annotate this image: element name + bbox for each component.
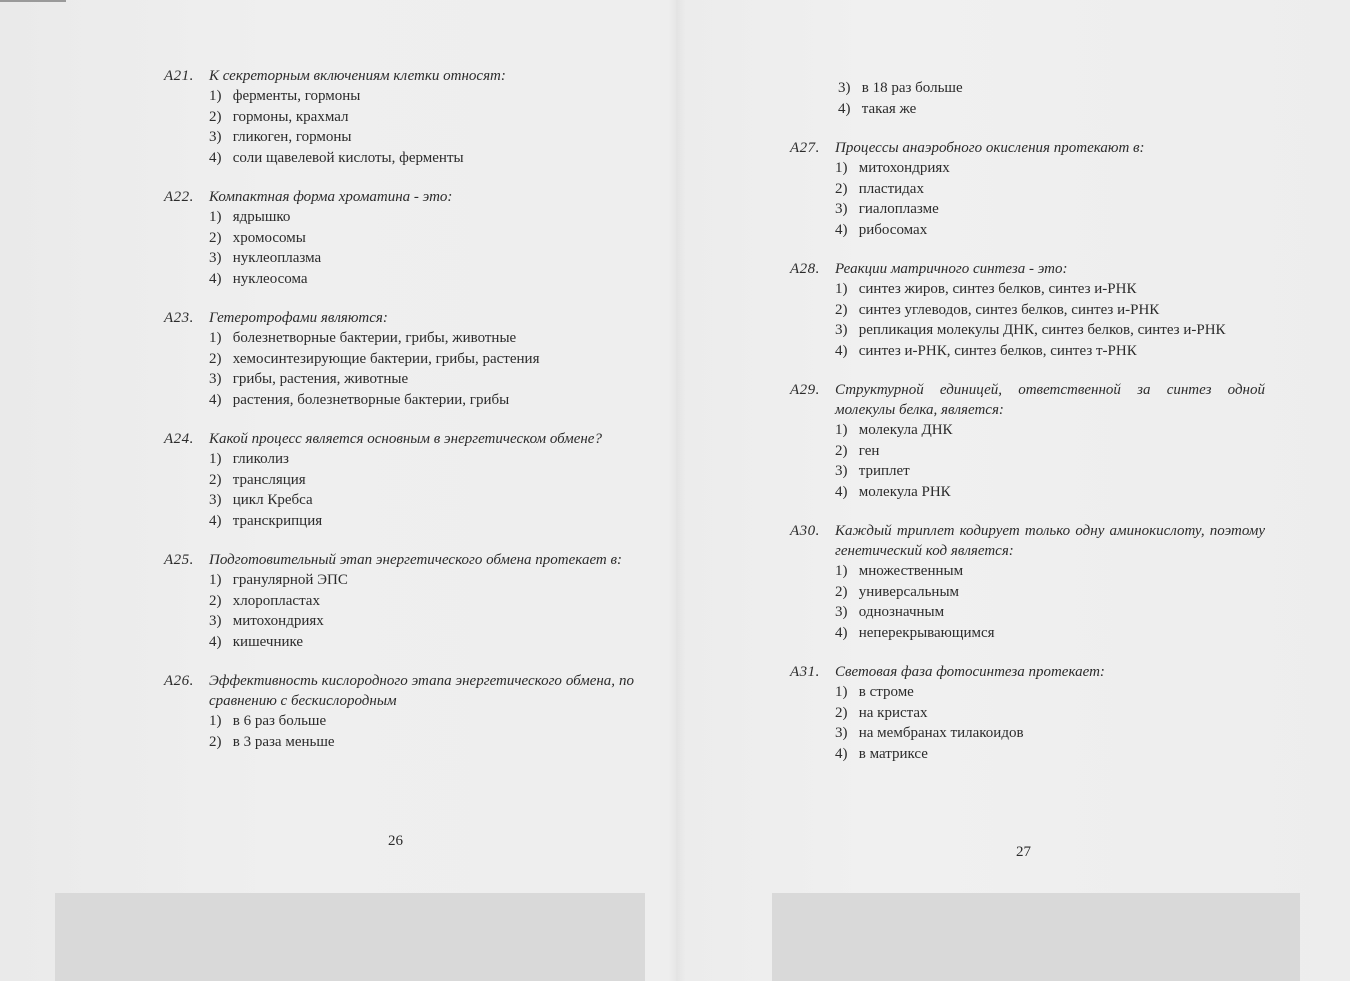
option-text: гранулярной ЭПС <box>232 572 348 588</box>
answer-option <box>209 470 634 491</box>
option-text: ген <box>858 442 880 459</box>
answer-option <box>835 723 1265 744</box>
answer-option <box>209 349 634 370</box>
question-number: A29. <box>790 382 820 398</box>
answer-option <box>209 228 634 249</box>
question-text: Подготовительный этап энергетического обмена протекает в: <box>209 552 622 568</box>
answer-option <box>835 602 1265 623</box>
answer-option <box>209 248 634 269</box>
option-text: неперекрывающимся <box>858 624 995 641</box>
question-text: Процессы анаэробного окисления протекают в: <box>835 140 1145 156</box>
option-number: 3) <box>835 201 848 217</box>
answer-options <box>790 682 1265 764</box>
answer-option <box>835 220 1265 241</box>
option-number: 4) <box>835 342 848 359</box>
option-text: на кристах <box>858 704 928 721</box>
answer-option <box>835 623 1265 644</box>
option-text: транскрипция <box>232 512 323 529</box>
question-header <box>164 308 634 328</box>
question-number: A31. <box>790 664 820 680</box>
option-text: гиалоплазме <box>858 201 939 217</box>
option-text: в 6 раз больше <box>232 713 327 729</box>
answer-option <box>209 591 634 612</box>
option-text: гормоны, крахмал <box>232 108 349 125</box>
option-text: гликоген, гормоны <box>232 129 352 145</box>
scan-shadow-left <box>55 893 645 981</box>
answer-option <box>838 78 1265 99</box>
answer-option <box>835 703 1265 724</box>
option-number: 4) <box>835 745 848 762</box>
answer-option <box>209 86 634 107</box>
scan-edge-mark <box>0 0 66 2</box>
answer-option <box>835 482 1265 503</box>
option-number: 1) <box>835 281 848 297</box>
answer-option <box>209 328 634 349</box>
option-text: нуклеоплазма <box>232 250 322 266</box>
answer-option <box>209 148 634 169</box>
question-a30 <box>790 521 1265 643</box>
answer-option <box>835 582 1265 603</box>
question-text: Каждый триплет кодирует только одну аминокислоту, поэтому генетический код является: <box>835 523 1265 559</box>
option-text: синтез углеводов, синтез белков, синтез и-РНК <box>858 301 1160 318</box>
option-number: 1) <box>209 713 222 729</box>
continued-answer-options <box>790 78 1265 119</box>
option-text: нуклеосома <box>232 270 308 287</box>
option-number: 2) <box>209 471 222 488</box>
question-header <box>790 259 1265 279</box>
answer-option <box>835 744 1265 765</box>
question-text: Структурной единицей, ответственной за синтез одной молекулы белка, является: <box>835 382 1265 418</box>
option-text: рибосомах <box>858 221 928 238</box>
answer-option <box>209 490 634 511</box>
question-header <box>790 521 1265 561</box>
question-number: A28. <box>790 261 820 277</box>
option-text: митохондриях <box>232 613 324 629</box>
answer-option <box>209 127 634 148</box>
answer-options <box>164 207 634 289</box>
question-a31 <box>790 662 1265 764</box>
option-number: 3) <box>209 250 222 266</box>
option-text: растения, болезнетворные бактерии, грибы <box>232 391 510 408</box>
question-number: A24. <box>164 431 194 447</box>
question-a23 <box>164 308 634 410</box>
question-number: A22. <box>164 189 194 205</box>
question-text: Компактная форма хроматина - это: <box>209 189 453 205</box>
question-a27 <box>790 138 1265 240</box>
answer-option <box>209 711 634 732</box>
option-number: 1) <box>835 684 848 700</box>
option-number: 4) <box>838 100 851 117</box>
question-a21 <box>164 66 634 168</box>
answer-option <box>209 570 634 591</box>
option-text: в 18 раз больше <box>861 80 963 96</box>
page-number-right: 27 <box>1016 844 1031 860</box>
question-a24 <box>164 429 634 531</box>
option-number: 4) <box>209 149 222 166</box>
option-text: хромосомы <box>232 229 306 246</box>
option-number: 1) <box>209 88 222 104</box>
answer-option <box>835 158 1265 179</box>
question-header <box>164 671 634 711</box>
answer-option <box>209 390 634 411</box>
option-text: гликолиз <box>232 451 289 467</box>
page-number-left: 26 <box>388 833 403 849</box>
scan-shadow-right <box>772 893 1300 981</box>
option-number: 4) <box>209 391 222 408</box>
option-number: 4) <box>209 633 222 650</box>
question-a22 <box>164 187 634 289</box>
answer-option <box>835 300 1265 321</box>
option-number: 3) <box>835 604 848 620</box>
option-text: репликация молекулы ДНК, синтез белков, синтез и-РНК <box>858 322 1226 338</box>
answer-options <box>164 328 634 410</box>
option-number: 2) <box>209 592 222 609</box>
option-number: 4) <box>209 512 222 529</box>
option-text: митохондриях <box>858 160 950 176</box>
question-number: A26. <box>164 673 194 689</box>
answer-option <box>835 682 1265 703</box>
question-number: A23. <box>164 310 194 326</box>
option-number: 2) <box>209 108 222 125</box>
answer-option <box>835 441 1265 462</box>
option-number: 1) <box>209 451 222 467</box>
option-text: на мембранах тилакоидов <box>858 725 1024 741</box>
question-number: A27. <box>790 140 820 156</box>
option-number: 3) <box>209 371 222 387</box>
option-number: 2) <box>835 583 848 600</box>
option-text: кишечнике <box>232 633 304 650</box>
answer-option <box>835 461 1265 482</box>
option-text: молекула ДНК <box>858 422 953 438</box>
option-number: 3) <box>835 463 848 479</box>
option-text: ядрышко <box>232 209 291 225</box>
right-question-column <box>790 78 1265 783</box>
option-text: молекула РНК <box>858 483 951 500</box>
question-text: К секреторным включениям клетки относят: <box>209 68 506 84</box>
option-text: болезнетворные бактерии, грибы, животные <box>232 330 517 346</box>
answer-option <box>835 179 1265 200</box>
answer-option <box>209 511 634 532</box>
option-number: 4) <box>835 483 848 500</box>
answer-option <box>835 199 1265 220</box>
option-text: такая же <box>861 100 917 117</box>
option-number: 1) <box>835 422 848 438</box>
option-text: синтез и-РНК, синтез белков, синтез т-РНК <box>858 342 1137 359</box>
answer-options <box>164 570 634 652</box>
question-header <box>790 138 1265 158</box>
option-number: 2) <box>835 442 848 459</box>
answer-option <box>835 420 1265 441</box>
question-text: Какой процесс является основным в энергетическом обмене? <box>209 431 602 447</box>
option-number: 4) <box>835 624 848 641</box>
option-text: множественным <box>858 563 964 579</box>
option-number: 3) <box>835 322 848 338</box>
option-number: 2) <box>209 229 222 246</box>
option-number: 3) <box>209 613 222 629</box>
question-number: A21. <box>164 68 194 84</box>
answer-option <box>209 611 634 632</box>
question-text: Гетеротрофами являются: <box>209 310 388 326</box>
answer-option <box>835 341 1265 362</box>
option-number: 3) <box>209 129 222 145</box>
option-number: 3) <box>209 492 222 508</box>
option-text: в 3 раза меньше <box>232 733 335 750</box>
question-header <box>164 429 634 449</box>
answer-option <box>209 207 634 228</box>
question-a26 <box>164 671 634 752</box>
option-text: грибы, растения, животные <box>232 371 409 387</box>
question-header <box>164 550 634 570</box>
option-number: 4) <box>209 270 222 287</box>
answer-option <box>209 107 634 128</box>
answer-options <box>164 711 634 752</box>
option-number: 2) <box>209 350 222 367</box>
question-number: A30. <box>790 523 820 539</box>
answer-option <box>209 449 634 470</box>
question-a25 <box>164 550 634 652</box>
option-text: в матриксе <box>858 745 928 762</box>
option-number: 1) <box>209 330 222 346</box>
answer-options <box>164 86 634 168</box>
option-number: 2) <box>835 301 848 318</box>
answer-option <box>835 320 1265 341</box>
question-text: Реакции матричного синтеза - это: <box>835 261 1068 277</box>
option-number: 4) <box>835 221 848 238</box>
option-text: однозначным <box>858 604 945 620</box>
answer-option <box>209 269 634 290</box>
option-number: 2) <box>835 180 848 197</box>
question-a29 <box>790 380 1265 502</box>
option-number: 2) <box>209 733 222 750</box>
option-text: синтез жиров, синтез белков, синтез и-РНК <box>858 281 1137 297</box>
option-text: пластидах <box>858 180 924 197</box>
option-text: соли щавелевой кислоты, ферменты <box>232 149 464 166</box>
answer-option <box>838 99 1265 120</box>
question-text: Эффективность кислородного этапа энергетического обмена, по сравнению с бескислородным <box>209 673 634 709</box>
option-text: универсальным <box>858 583 960 600</box>
option-text: хлоропластах <box>232 592 320 609</box>
question-header <box>790 662 1265 682</box>
question-header <box>164 187 634 207</box>
answer-option <box>835 561 1265 582</box>
option-text: ферменты, гормоны <box>232 88 361 104</box>
answer-options <box>164 449 634 531</box>
left-question-column <box>164 66 634 771</box>
option-number: 3) <box>835 725 848 741</box>
question-header <box>790 380 1265 420</box>
answer-option <box>835 279 1265 300</box>
question-a28 <box>790 259 1265 361</box>
option-text: в строме <box>858 684 914 700</box>
question-text: Световая фаза фотосинтеза протекает: <box>835 664 1105 680</box>
option-number: 1) <box>209 209 222 225</box>
answer-option <box>209 369 634 390</box>
book-gutter <box>668 0 686 981</box>
answer-options <box>790 561 1265 643</box>
option-text: трансляция <box>232 471 306 488</box>
option-text: хемосинтезирующие бактерии, грибы, растения <box>232 350 540 367</box>
answer-option <box>209 732 634 753</box>
answer-options <box>790 158 1265 240</box>
option-text: цикл Кребса <box>232 492 313 508</box>
option-text: триплет <box>858 463 910 479</box>
option-number: 1) <box>835 160 848 176</box>
option-number: 3) <box>838 80 851 96</box>
option-number: 1) <box>835 563 848 579</box>
option-number: 2) <box>835 704 848 721</box>
answer-options <box>790 420 1265 502</box>
question-number: A25. <box>164 552 194 568</box>
option-number: 1) <box>209 572 222 588</box>
question-header <box>164 66 634 86</box>
answer-option <box>209 632 634 653</box>
answer-options <box>790 279 1265 361</box>
